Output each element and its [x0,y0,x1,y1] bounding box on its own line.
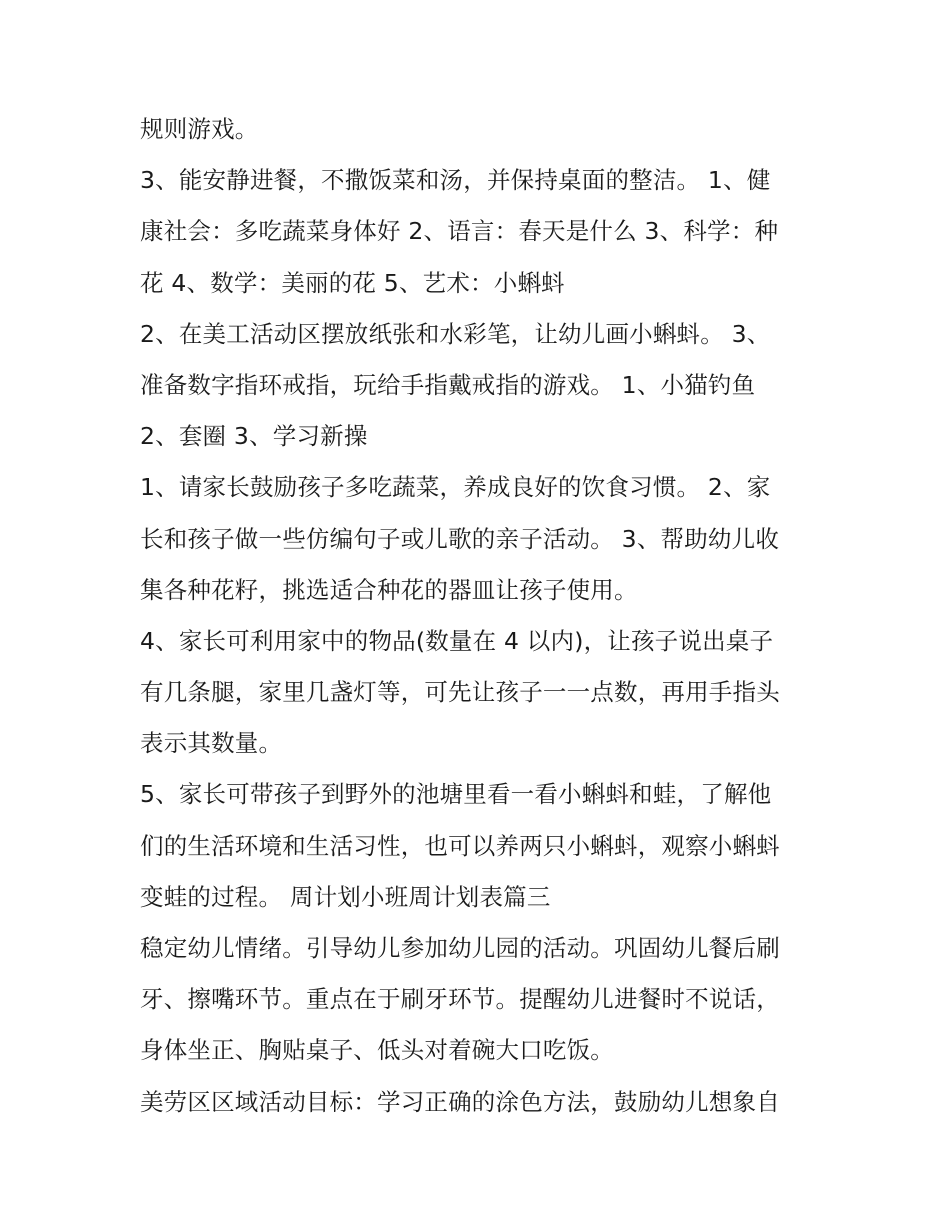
text-line: 1、请家长鼓励孩子多吃蔬菜，养成良好的饮食习惯。 2、家 [140,473,771,502]
text-line: 康社会：多吃蔬菜身体好 2、语言：春天是什么 3、科学：种 [140,217,779,246]
text-line: 准备数字指环戒指，玩给手指戴戒指的游戏。 1、小猫钓鱼 [140,370,756,399]
text-line: 牙、擦嘴环节。重点在于刷牙环节。提醒幼儿进餐时不说话， [140,985,780,1014]
text-line: 长和孩子做一些仿编句子或儿歌的亲子活动。 3、帮助幼儿收 [140,524,780,553]
text-line: 集各种花籽，挑选适合种花的器皿让孩子使用。 [140,575,638,604]
text-line: 们的生活环境和生活习性，也可以养两只小蝌蚪，观察小蝌蚪 [140,831,780,860]
text-line: 变蛙的过程。 周计划小班周计划表篇三 [140,882,551,911]
document-body [140,104,820,1128]
text-line: 有几条腿，家里几盏灯等，可先让孩子一一点数，再用手指头 [140,678,780,707]
text-line: 身体坐正、胸贴桌子、低头对着碗大口吃饭。 [140,1036,614,1065]
text-line: 2、在美工活动区摆放纸张和水彩笔，让幼儿画小蝌蚪。 3、 [140,319,771,348]
text-line: 美劳区区域活动目标：学习正确的涂色方法，鼓励幼儿想象自 [140,1087,780,1116]
text-line: 花 4、数学：美丽的花 5、艺术：小蝌蚪 [140,268,565,297]
text-line: 规则游戏。 [140,115,259,143]
text-line: 3、能安静进餐，不撒饭菜和汤，并保持桌面的整洁。 1、健 [140,166,771,195]
text-line: 5、家长可带孩子到野外的池塘里看一看小蝌蚪和蛙，了解他 [140,780,772,809]
text-line: 表示其数量。 [140,729,283,758]
text-line: 稳定幼儿情绪。引导幼儿参加幼儿园的活动。巩固幼儿餐后刷 [140,934,780,962]
text-line: 2、套圈 3、学习新操 [140,422,368,451]
text-line: 4、家长可利用家中的物品(数量在 4 以内)，让孩子说出桌子 [140,626,774,655]
